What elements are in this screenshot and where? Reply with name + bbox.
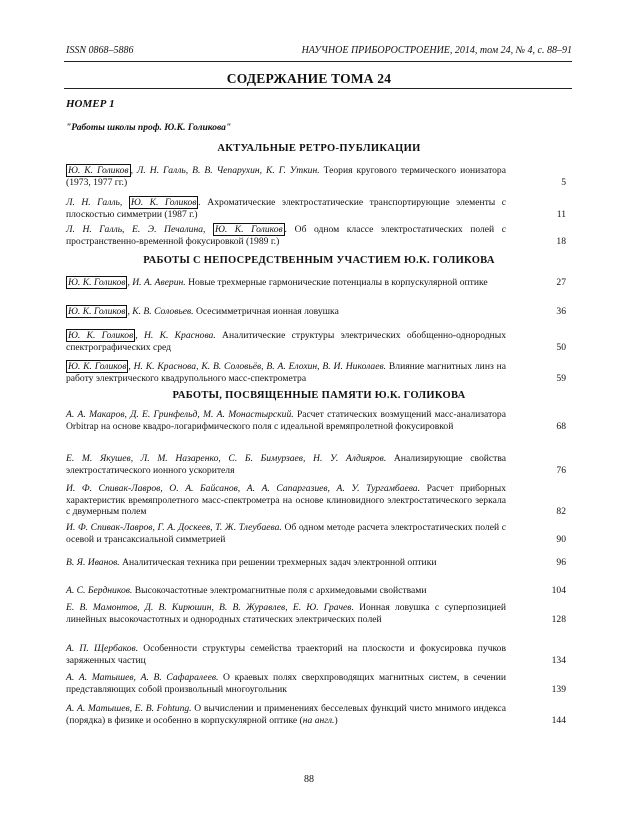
toc-entry: А. С. Бердников. Высокочастотные электромагнитные поля с архимедовыми свойствами 104: [66, 585, 566, 596]
author-golikov: Ю. К. Голиков: [68, 330, 134, 341]
page-ref: 36: [556, 306, 566, 317]
page-ref: 82: [556, 506, 566, 517]
toc-entry: А. П. Щербаков. Особенности структуры семейства траекторий на плоскости и фокусировка пучков заряженных частиц 134: [66, 643, 566, 666]
section-heading: РАБОТЫ С НЕПОСРЕДСТВЕННЫМ УЧАСТИЕМ Ю.К. ГОЛИКОВА: [143, 255, 495, 266]
title-rule: [64, 88, 572, 89]
issue-heading: НОМЕР 1: [66, 98, 115, 110]
header-rule: [64, 61, 572, 62]
page-ref: 96: [556, 557, 566, 568]
toc-entry: И. Ф. Спивак-Лавров, О. А. Байсанов, А. А. Сапаргазиев, А. У. Тургамбаева. Расчет приборных характеристик времяпролетного масс-спектрометра на основе клиновидного электростатического зеркала с двумерным полем 82: [66, 483, 566, 517]
author-golikov: Ю. К. Голиков: [130, 197, 197, 208]
page-ref: 134: [551, 654, 566, 666]
page-ref: 68: [556, 420, 566, 432]
toc-entry: Ю. К. Голиков , Н. К. Краснова, К. В. Соловьёв, В. А. Елохин, В. И. Николаев. Влияние магнитных линз на работу электрического квадрупольного масс-спектрометра 59: [66, 361, 566, 384]
page-title: СОДЕРЖАНИЕ ТОМА 24: [226, 71, 392, 86]
page-ref: 11: [556, 208, 566, 220]
issn: ISSN 0868–5886: [66, 45, 134, 56]
author-golikov: Ю. К. Голиков: [68, 165, 129, 176]
toc-entry: Е. В. Мамонтов, Д. В. Кирюшин, В. В. Журавлев, Е. Ю. Грачев. Ионная ловушка с суперпозицией линейных высокочастотных и однородных статических электрических полей 128: [66, 602, 566, 625]
author-golikov: Ю. К. Голиков: [214, 224, 283, 235]
page-ref: 50: [556, 341, 566, 353]
toc-entry: А. А. Матышев, Е. В. Fohtung. О вычислении и применениях бесселевых функций чисто мнимого индекса (порядка) в физике и особенно в корпускулярной оптике (на англ.) 144: [66, 703, 566, 726]
section-heading: АКТУАЛЬНЫЕ РЕТРО-ПУБЛИКАЦИИ: [217, 143, 421, 154]
school-heading: "Работы школы проф. Ю.К. Голикова": [66, 123, 232, 133]
page-ref: 18: [556, 235, 566, 247]
toc-entry: Л. Н. Галль, Е. Э. Печалина, Ю. К. Голиков . Об одном классе электростатических полей с пространственно-временной фокусировкой (1989 г.) 18: [66, 224, 566, 247]
toc-entry: Ю. К. Голиков , Н. К. Краснова. Аналитические структуры электрических обобщенно-однородных спектрографических сред 50: [66, 330, 566, 353]
page-ref: 76: [556, 464, 566, 476]
page-ref: 144: [551, 714, 566, 726]
page-ref: 59: [556, 372, 566, 384]
author-golikov: Ю. К. Голиков: [68, 306, 126, 317]
toc-entry: Ю. К. Голиков , К. В. Соловьев. Осесимметричная ионная ловушка 36: [68, 306, 566, 317]
page-ref: 90: [556, 533, 566, 545]
page-ref: 139: [551, 683, 566, 695]
page-ref: 27: [556, 277, 566, 288]
toc-entry: Ю. К. Голиков , И. А. Аверин. Новые трехмерные гармонические потенциалы в корпускулярной оптике 27: [68, 277, 566, 288]
toc-entry: В. Я. Иванов. Аналитическая техника при решении трехмерных задач электронной оптики 96: [66, 557, 566, 568]
author-golikov: Ю. К. Голиков: [68, 277, 126, 288]
toc-entry: Л. Н. Галль, Ю. К. Голиков . Ахроматические электростатические транспортирующие элементы с плоскостью симметрии (1987 г.) 11: [66, 197, 566, 220]
toc-entry: А. А. Матышев, А. В. Сафаралеев. О краевых полях сверхпроводящих магнитных систем, в сечении представляющих собой произвольный многоугольник 139: [66, 672, 566, 695]
journal-citation: НАУЧНОЕ ПРИБОРОСТРОЕНИЕ, 2014, том 24, № 4, c. 88–91: [301, 45, 572, 56]
page-ref: 5: [561, 176, 566, 188]
toc-entry: И. Ф. Спивак-Лавров, Г. А. Доскеев, Т. Ж. Тлеубаева. Об одном методе расчета электростатических полей с осевой и трансаксиальной симметрией 90: [66, 522, 566, 545]
section-heading: РАБОТЫ, ПОСВЯЩЕННЫЕ ПАМЯТИ Ю.К. ГОЛИКОВА: [172, 390, 466, 401]
toc-entry: Ю. К. Голиков , Л. Н. Галль, В. В. Чепарухин, К. Г. Уткин. Теория кругового термического ионизатора (1973, 1977 гг.) 5: [66, 165, 566, 188]
toc-entry: Е. М. Якушев, Л. М. Назаренко, С. Б. Бимурзаев, Н. У. Алдияров. Анализирующие свойства электростатического ионного ускорителя 76: [66, 453, 566, 476]
author-golikov: Ю. К. Голиков: [68, 361, 127, 372]
toc-entry: А. А. Макаров, Д. Е. Гринфельд, М. А. Монастырский. Расчет статических возмущений масс-анализатора Orbitrap на основе квадро-логарифмического поля с идеальной времяпролетной фокусировкой 68: [66, 409, 566, 432]
page-ref: 104: [551, 585, 566, 596]
page-number: 88: [304, 774, 314, 785]
page-ref: 128: [551, 613, 566, 625]
